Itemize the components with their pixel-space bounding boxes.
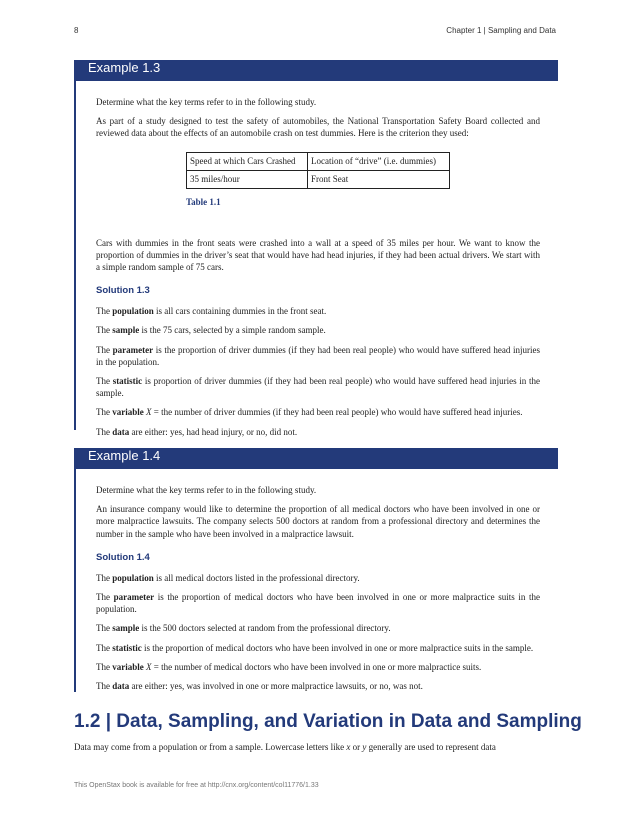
variable-symbol: X (146, 407, 152, 418)
text-run: is the proportion of medical doctors who have been involved in one or more malpractice suits in the population. (96, 592, 540, 615)
text-run: are either: yes, was involved in one or more malpractice lawsuits, or no, was not. (129, 681, 423, 692)
section-paragraph (74, 741, 556, 753)
text-run: is the proportion of medical doctors who have been involved in one or more malpractice suits in the sample. (141, 642, 534, 653)
key-term: parameter (112, 344, 154, 355)
footer-note: This OpenStax book is available for free at http://cnx.org/content/col11776/1.33 (74, 782, 319, 789)
table-caption: Table 1.1 (186, 196, 221, 207)
solution-title: Solution 1.3 (96, 285, 150, 297)
text-run: The (96, 325, 113, 336)
table-row (187, 170, 450, 188)
variable-x: x (346, 742, 351, 752)
solution-item (96, 680, 540, 692)
text-run: The (96, 426, 113, 437)
example-paragraph: As part of a study designed to test the safety of automobiles, the National Transportation Safety Board collected and reviewed data about the effects of an automobile crash on test dummies. Here is the criterion they used: (96, 116, 540, 139)
text-run: The (96, 407, 113, 418)
text-run: is the 500 doctors selected at random from the professional directory. (139, 623, 391, 634)
key-term: population (112, 572, 154, 583)
table-cell: 35 miles/hour (187, 170, 308, 188)
example-1-3-box (74, 60, 558, 437)
text-run: or (350, 742, 363, 752)
key-term: parameter (113, 592, 155, 603)
text-run: is the proportion of driver dummies (if they had been real people) who would have suffered head injuries in the population. (96, 344, 540, 367)
example-paragraph: Cars with dummies in the front seats were crashed into a wall at a speed of 35 miles per hour. We want to know the proportion of dummies in the driver’s seat that would have had head injuries, if they had been actual drivers. We start with a simple random sample of 75 cars. (96, 237, 540, 273)
example-1-4-box (74, 448, 558, 692)
solution-item (96, 661, 540, 673)
text-run: The (96, 572, 113, 583)
text-run: The (96, 623, 113, 634)
solution-item (96, 305, 540, 317)
key-term: data (112, 681, 130, 692)
criterion-table (186, 152, 450, 189)
example-intro: Determine what the key terms refer to in the following study. (96, 97, 317, 107)
table-cell: Location of “drive” (i.e. dummies) (308, 152, 450, 170)
solution-item (96, 572, 540, 584)
solution-title: Solution 1.4 (96, 551, 150, 563)
solution-item (96, 324, 540, 336)
section-separator: | (100, 711, 117, 732)
key-term: population (112, 306, 154, 317)
solution-item (96, 642, 540, 654)
variable-symbol: X (146, 661, 152, 672)
text-run: The (96, 306, 113, 317)
table-cell: Speed at which Cars Crashed (187, 152, 308, 170)
table-row (187, 152, 450, 170)
text-run: is the 75 cars, selected by a simple random sample. (139, 325, 326, 336)
text-run: The (96, 661, 113, 672)
table-cell: Front Seat (308, 170, 450, 188)
text-run: is all medical doctors listed in the professional directory. (153, 572, 360, 583)
section-heading (74, 711, 582, 733)
solution-item (96, 406, 540, 418)
key-term: variable (112, 661, 144, 672)
page-number: 8 (74, 26, 79, 35)
text-run: is all cars containing dummies in the front seat. (153, 306, 327, 317)
key-term: sample (112, 325, 140, 336)
text-run: The (96, 681, 113, 692)
section-number: 1.2 (74, 711, 101, 732)
chapter-header: Chapter 1 | Sampling and Data (446, 26, 556, 35)
text-run: The (96, 376, 113, 387)
text-run: The (96, 642, 113, 653)
example-title: Example 1.3 (76, 60, 558, 81)
key-term: variable (112, 407, 144, 418)
example-paragraph: An insurance company would like to determine the proportion of all medical doctors who have been involved in one or more malpractice lawsuits. The company selects 500 doctors at random from a professional directory and determines the number in the sample who have been involved in a malpractice lawsuit. (96, 504, 540, 539)
text-run: The (96, 344, 113, 355)
solution-item (96, 622, 540, 634)
key-term: data (112, 426, 130, 437)
variable-y: y (362, 742, 367, 752)
solution-item (96, 375, 540, 399)
solution-item (96, 591, 540, 615)
example-intro: Determine what the key terms refer to in the following study. (96, 485, 317, 495)
text-run: = the number of driver dummies (if they had been real people) who would have suffered head injuries. (151, 407, 523, 418)
solution-item (96, 426, 540, 438)
key-term: sample (112, 623, 140, 634)
text-run: = the number of medical doctors who have been involved in one or more malpractice suits. (151, 661, 482, 672)
text-run: generally are used to represent data (366, 742, 496, 752)
section-title: Data, Sampling, and Variation in Data and Sampling (116, 711, 582, 732)
solution-list (96, 572, 540, 692)
key-term: statistic (112, 376, 143, 387)
text-run: The (96, 592, 114, 603)
key-term: statistic (112, 642, 142, 653)
solution-item (96, 344, 540, 368)
text-run: Data may come from a population or from a sample. Lowercase letters like (74, 742, 347, 752)
example-title: Example 1.4 (76, 448, 558, 469)
text-run: is proportion of driver dummies (if they had been real people) who would have suffered head injuries in the sample. (96, 376, 540, 399)
solution-list (96, 305, 540, 438)
text-run: are either: yes, had head injury, or no, did not. (129, 426, 298, 437)
